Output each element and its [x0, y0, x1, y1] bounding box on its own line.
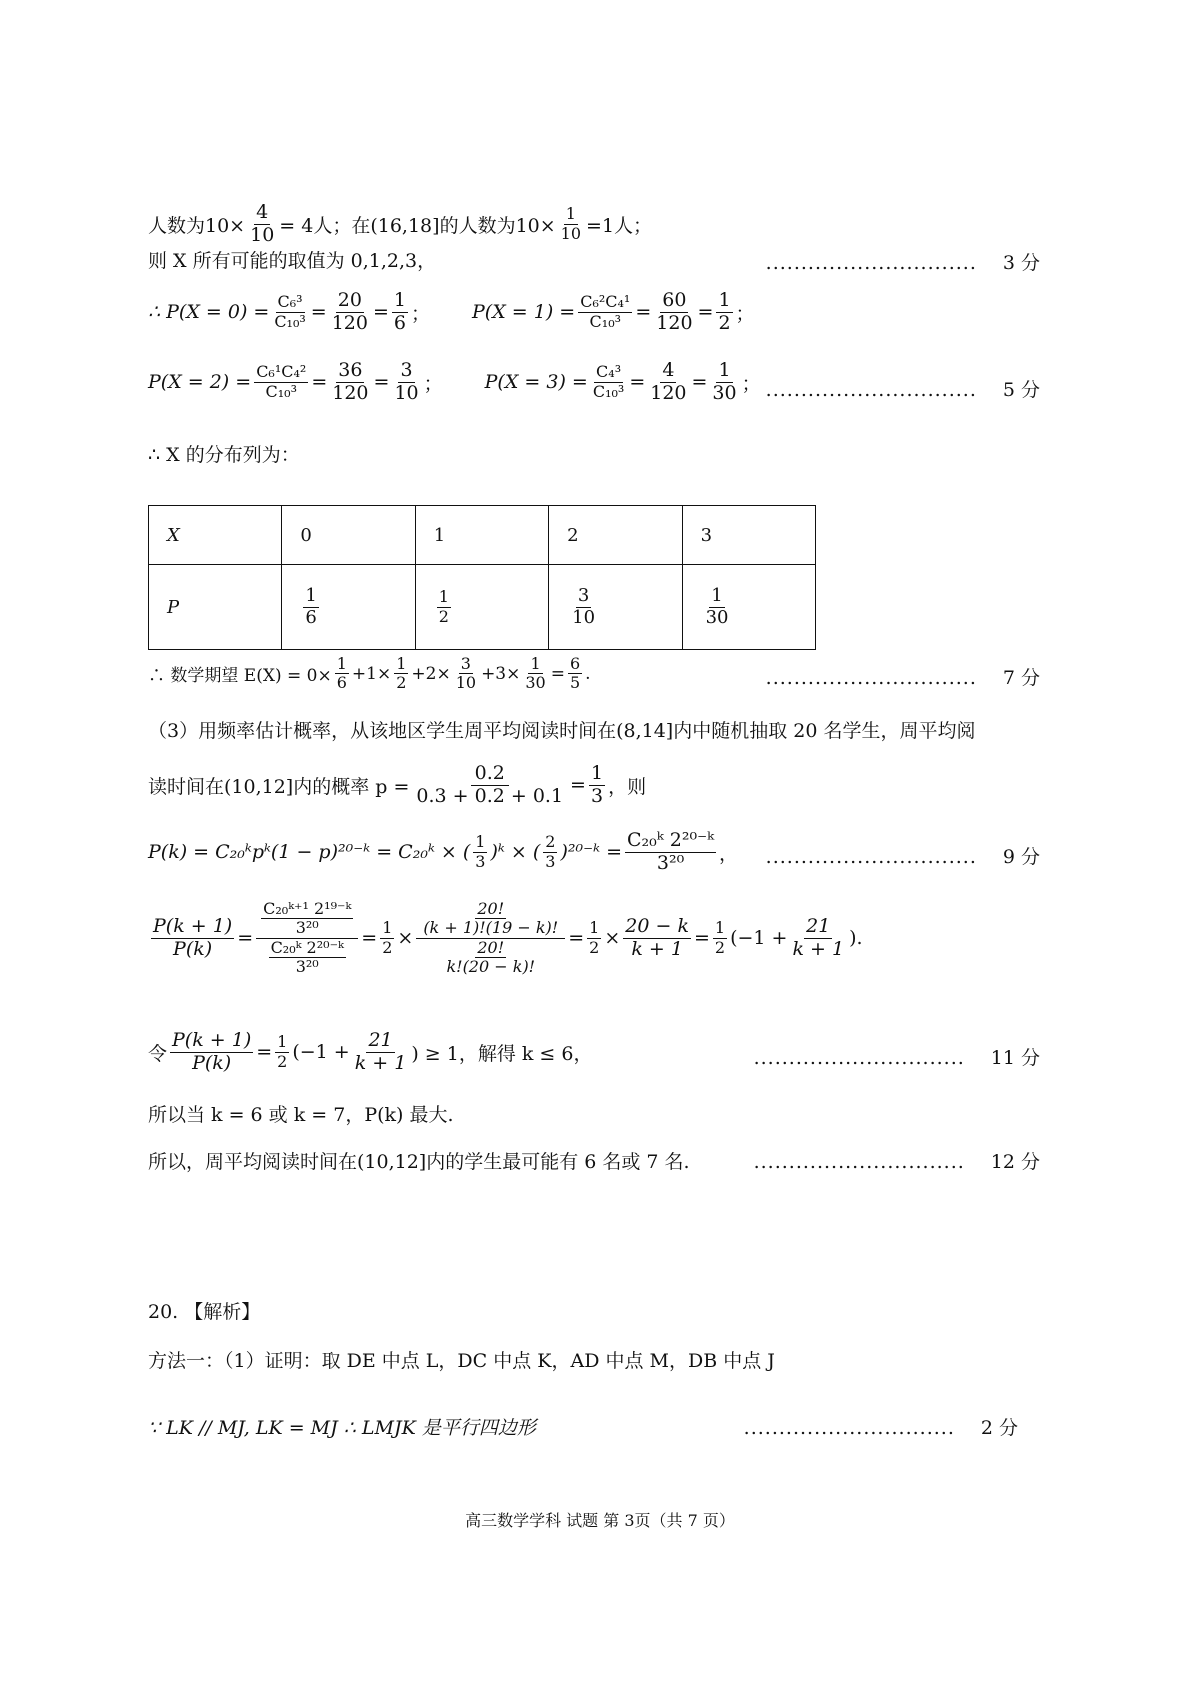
- line-ratio: $\frac{P(k + 1)}{P(k)}$ = $\frac{\frac{\text{C₂₀ᵏ⁺¹ 2¹⁹⁻ᵏ}}{\text{3²⁰}}}{\frac{\text{C₂₀ᵏ 2²⁰⁻ᵏ}}{\text{3²⁰}}}$ = $\frac{1}{2}$ × $\frac{\frac{20!}{(k + 1)!(19 - k)!}}{\frac{20!}{k!(20 - k)!}}$ = $\frac{1}{2}$ × $\frac{20 - k}{k + 1}$ = $\frac{1}{2}$ (−1 + $\frac{21}{k + 1}$ ).: [153, 899, 863, 977]
- line-part3-b: 读时间在(10,12]内的概率 p = $\frac{0.2}{0.3 + 0.2 + 0.1}$ = $\frac{1}{3}$ ，则: [148, 762, 647, 807]
- fraction: $\frac{4}{10}$: [250, 201, 275, 246]
- table-cell: $\frac{1}{6}$: [282, 565, 415, 650]
- distribution-table: [148, 505, 816, 650]
- line-inequality: 令 $\frac{P(k + 1)}{P(k)}$ = $\frac{1}{2}$ (−1 + $\frac{21}{k + 1}$ ) ≥ 1，解得 k ≤ 6，: [148, 1029, 593, 1074]
- table-cell: $\frac{1}{30}$: [682, 565, 815, 650]
- table-row: [149, 565, 816, 650]
- fraction: $\frac{60}{120}$: [656, 289, 693, 334]
- fraction: $\frac{20}{120}$: [331, 289, 368, 334]
- score-3: .............................. 3 分: [765, 252, 1040, 274]
- table-cell: $\frac{1}{2}$: [415, 565, 548, 650]
- line-pk: P(k) = C₂₀ᵏpᵏ(1 − p)²⁰⁻ᵏ = C₂₀ᵏ × ( $\frac{1}{3}$ )ᵏ × ( $\frac{2}{3}$ )²⁰⁻ᵏ = $\frac{\text{C₂₀ᵏ 2²⁰⁻ᵏ}}{\text{3²⁰}}$ ，: [148, 829, 739, 874]
- line-parallelogram: ∵ LK // MJ, LK = MJ ∴ LMJK 是平行四边形: [148, 1417, 536, 1439]
- text: =1人；: [586, 214, 653, 237]
- table-cell: $\frac{3}{10}$: [549, 565, 682, 650]
- question-20-heading: 20. 【解析】: [148, 1301, 261, 1323]
- line-method-1: 方法一：（1）证明：取 DE 中点 L，DC 中点 K，AD 中点 M，DB 中点 J: [148, 1350, 775, 1372]
- fraction: $\frac{1}{6}$: [393, 289, 406, 334]
- fraction: $\frac{1}{2}$: [718, 289, 731, 334]
- table-cell: 1: [415, 506, 548, 565]
- line-conclusion-2: 所以，周平均阅读时间在(10,12]内的学生最可能有 6 名或 7 名.: [148, 1151, 690, 1173]
- page-footer: 高三数学学科 试题 第 3页（共 7 页）: [465, 1511, 735, 1530]
- fraction: $\frac{4}{120}$: [650, 359, 687, 404]
- table-cell: 0: [282, 506, 415, 565]
- line-expectation: ∴ 数学期望 E(X) = 0× $\frac{1}{6}$ +1× $\frac{1}{2}$ +2× $\frac{3}{10}$ +3× $\frac{1}{30}$ = $\frac{6}{5}$ .: [148, 654, 591, 693]
- line-distribution-intro: ∴ X 的分布列为：: [148, 444, 300, 466]
- line-part3-a: （3）用频率估计概率，从该地区学生周平均阅读时间在(8,14]内中随机抽取 20 名学生，周平均阅: [148, 720, 976, 742]
- fraction: $\frac{3}{10}$: [394, 359, 419, 404]
- fraction: $\frac{\text{C₆³}}{\text{C₁₀³}}$: [274, 292, 306, 331]
- score-12: .............................. 12 分: [753, 1151, 1040, 1173]
- score-9: .............................. 9 分: [765, 846, 1040, 868]
- line-p0-p1: ∴ P(X = 0) = $\frac{\text{C₆³}}{\text{C₁₀³}}$ = $\frac{20}{120}$ = $\frac{1}{6}$ ； P(X = 1) = $\frac{\text{C₆²C₄¹}}{\text{C₁₀³}}$ = $\frac{60}{120}$ = $\frac{1}{2}$ ；: [148, 289, 755, 334]
- compound-fraction: $\frac{\frac{\text{C₂₀ᵏ⁺¹ 2¹⁹⁻ᵏ}}{\text{3²⁰}}}{\frac{\text{C₂₀ᵏ 2²⁰⁻ᵏ}}{\text{3²⁰}}}$: [256, 900, 358, 977]
- fraction: $\frac{1}{10}$: [560, 204, 582, 243]
- score-2: .............................. 2 分: [743, 1417, 1018, 1439]
- text: 人数为10×: [148, 214, 246, 237]
- score-7: .............................. 7 分: [765, 667, 1040, 689]
- score-5: .............................. 5 分: [765, 379, 1040, 401]
- fraction: $\frac{1}{30}$: [712, 359, 737, 404]
- line-count-calculation: [148, 202, 652, 247]
- text: = 4人；在(16,18]的人数为10×: [279, 214, 556, 237]
- table-cell: 3: [682, 506, 815, 565]
- fraction: $\frac{\text{C₄³}}{\text{C₁₀³}}$: [592, 362, 625, 401]
- line-x-values: [148, 246, 436, 273]
- line-p2-p3: P(X = 2) = $\frac{\text{C₆¹C₄²}}{\text{C₁₀³}}$ = $\frac{36}{120}$ = $\frac{3}{10}$ ； P(X = 3) = $\frac{\text{C₄³}}{\text{C₁₀³}}$ = $\frac{4}{120}$ = $\frac{1}{30}$ ；: [148, 359, 761, 404]
- compound-fraction: $\frac{\frac{20!}{(k + 1)!(19 - k)!}}{\frac{20!}{k!(20 - k)!}}$: [416, 900, 565, 977]
- table-cell: X: [149, 506, 282, 565]
- fraction: $\frac{\text{C₆²C₄¹}}{\text{C₁₀³}}$: [580, 292, 631, 331]
- score-11: .............................. 11 分: [753, 1047, 1040, 1069]
- table-cell: P: [149, 565, 282, 650]
- table-row: [149, 506, 816, 565]
- fraction: $\frac{36}{120}$: [332, 359, 369, 404]
- fraction: $\frac{\text{C₆¹C₄²}}{\text{C₁₀³}}$: [256, 362, 307, 401]
- table-cell: 2: [549, 506, 682, 565]
- line-conclusion-1: 所以当 k = 6 或 k = 7，P(k) 最大.: [148, 1104, 454, 1126]
- text: 则 X 所有可能的取值为 0,1,2,3，: [148, 250, 437, 272]
